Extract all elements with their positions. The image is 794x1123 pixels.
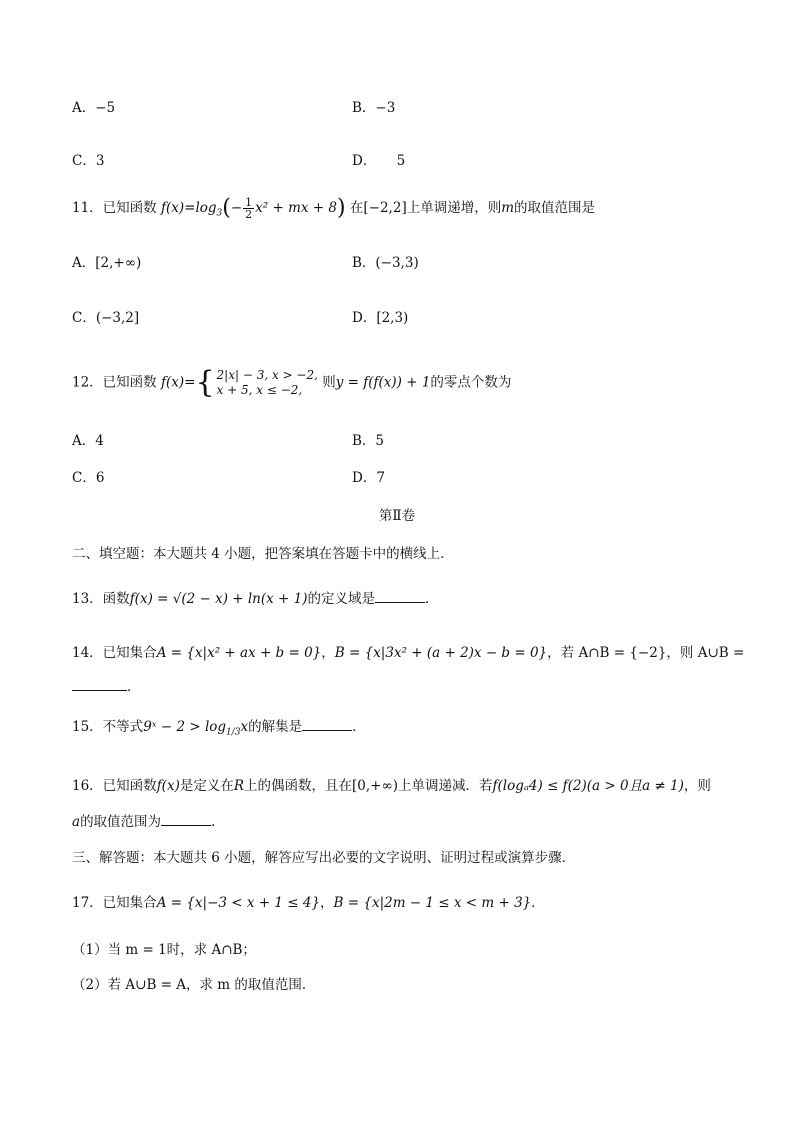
q14-answer-line: ． [72,677,141,697]
q14-condition: ，若 A∩B = {−2}，则 A∪B = [547,645,745,661]
q11-function: $f(x)=\log_3$ [160,200,223,219]
q12-expr: y = f(f(x)) + 1 [335,374,431,391]
q15-stem: 15．不等式9ˣ − $2 > \log_{1/3}x$的解集是 ． [72,719,366,738]
q12-piece-1: 2|x| − 3, x > −2, [216,368,318,382]
q15-answer-blank[interactable] [302,718,352,731]
q14-answer-blank[interactable] [72,678,127,691]
q14-set-a: A = {x|x² + ax + b = 0} [156,645,322,661]
q12-stem: 12．已知函数 f(x)={ 2|x| − 3, x > −2, x + 5, x ≤ −2, 则y = f(f(x)) + 1的零点个数为 [72,365,512,400]
q10-option-a: A．−5 [72,100,116,116]
q13-number: 13．函数 [72,591,130,607]
q16-answer-line: a的取值范围为 ． [72,814,225,830]
q15-end: 的解集是 [248,719,303,735]
q10-option-b: B．−3 [352,100,396,116]
q11-option-b: B．(−3,3) [352,255,419,271]
q16-stem: 16．已知函数f(x)是定义在R上的偶函数，且在[0,+∞)上单调递减．若f(logₐ4) ≤ f(2)(a > 0且a ≠ 1)，则 [72,778,711,794]
part3-heading: 三、解答题：本大题共 6 小题，解答应写出必要的文字说明、证明过程或演算步骤． [72,850,576,866]
q14-set-b: B = {x|3x² + (a + 2)x − b = 0} [334,645,548,661]
q17-number: 17．已知集合 [72,895,157,911]
q10-option-d: D． 5 [352,153,406,169]
q10-option-c: C．3 [72,153,105,169]
q16-condition: f(logₐ4) ≤ f(2)(a > 0且a ≠ 1) [492,778,684,794]
q13-end: 的定义域是 [307,591,375,607]
q12-end: 的零点个数为 [430,374,512,391]
q14-stem: 14．已知集合A = {x|x² + ax + b = 0}，B = {x|3x² + (a + 2)x − b = 0}，若 A∩B = {−2}，则 A∪B = [72,645,745,661]
q15-number: 15．不等式 [72,719,144,735]
q11-mid: 在 [349,200,364,216]
q11-end: 的取值范围是 [514,200,596,216]
part2-heading: 二、填空题：本大题共 4 小题，把答案填在答题卡中的横线上． [72,546,454,562]
q12-option-b: B．5 [352,433,385,449]
q17-sub-2: （2）若 A∪B = A，求 m 的取值范围． [72,977,316,993]
q14-number: 14．已知集合 [72,645,157,661]
q11-interval: [−2,2] [363,200,407,216]
q11-var: m [501,200,515,216]
q12-option-c: C．6 [72,470,105,486]
q13-expr: f(x) = √(2 − x) + ln(x + 1) [129,591,308,607]
q17-set-a: A = {x|−3 < x + 1 ≤ 4} [156,895,321,911]
q15-expr: 9ˣ − 2 > log [143,719,227,735]
q17-set-b: B = {x|2m − 1 ≤ x < m + 3} [333,895,532,911]
q16-answer-blank[interactable] [161,813,211,826]
q12-number: 12．已知函数 [72,374,157,391]
q11-number: 11．已知函数 [72,200,157,216]
q11-tail: 上单调递增，则 [406,200,502,216]
q13-answer-blank[interactable] [375,590,425,603]
q11-option-a: A．[2,+∞) [72,255,142,271]
q13-stem: 13．函数f(x) = √(2 − x) + ln(x + 1)的定义域是 ． [72,591,439,607]
q17-sub-1: （1）当 m = 1时，求 A∩B； [72,942,256,958]
q12-then: 则 [322,374,336,391]
q12-option-d: D．7 [352,470,385,486]
brace-icon: { [195,365,215,400]
section-title: 第Ⅱ卷 [378,508,416,524]
q11-option-d: D．[2,3) [352,310,409,326]
q12-pieces [217,368,318,398]
q11-fraction: $\frac{1}{2}$ [245,196,253,221]
q15-log-base: 1/3 [226,727,241,738]
q11-option-c: C．(−3,2] [72,310,140,326]
q17-stem: 17．已知集合A = {x|−3 < x + 1 ≤ 4}，B = {x|2m − 1 ≤ x < m + 3}． [72,895,545,911]
q12-option-a: A．4 [72,433,104,449]
q11-stem: 11．已知函数 $f(x)=\log_3(-$ $\frac{1}{2}$ x² + mx + 8) 在[−2,2]上单调递增，则m的取值范围是 [72,195,596,221]
q12-piece-2: x + 5, x ≤ −2, [216,383,303,397]
